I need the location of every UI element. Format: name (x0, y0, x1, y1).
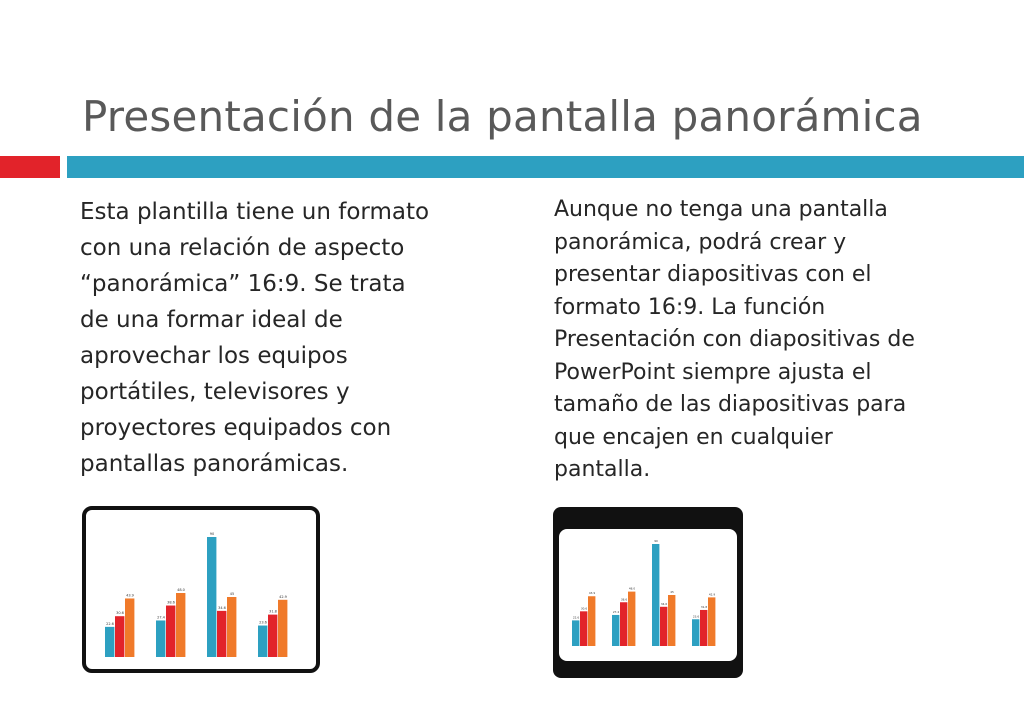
text-line: formato 16:9. La función (554, 294, 826, 320)
bar (207, 537, 216, 657)
data-label: 27.4 (612, 609, 620, 614)
accent-bar-blue (67, 156, 1024, 178)
bar (580, 611, 587, 646)
tablet-screen (559, 529, 737, 661)
data-label: 23.6 (259, 620, 267, 625)
text-line: Aunque no tenga una pantalla (554, 197, 888, 222)
data-label: 90 (209, 532, 215, 536)
bar (105, 627, 114, 657)
text-line: aprovechar los equipos (80, 343, 348, 369)
text-line: presentar diapositivas con el (554, 262, 872, 287)
bar (278, 600, 287, 657)
text-line: de una formar ideal de (80, 307, 343, 333)
data-label: 22.6 (106, 621, 114, 626)
text-line: panorámica, podrá crear y (554, 229, 847, 255)
data-label: 42.9 (279, 594, 287, 599)
bar (217, 611, 226, 657)
data-label: 30.6 (580, 606, 588, 611)
text-line: pantallas panorámicas. (80, 451, 349, 477)
data-label: 31.8 (700, 604, 708, 609)
bar (652, 544, 659, 646)
data-label: 31.8 (269, 609, 277, 614)
bar (268, 615, 277, 657)
data-label: 23.6 (692, 614, 700, 619)
text-line: PowerPoint siempre ajusta el (554, 359, 872, 385)
bar-chart-tablet (559, 529, 737, 661)
bar (668, 595, 675, 646)
data-label: 34.6 (660, 601, 668, 606)
bar (660, 607, 667, 646)
bar (708, 597, 715, 646)
text-line: pantalla. (554, 457, 651, 482)
text-line: Esta plantilla tiene un formato (80, 199, 430, 225)
data-label: 34.6 (218, 605, 226, 610)
bar (115, 616, 124, 657)
bar (166, 606, 175, 657)
bar (258, 626, 267, 657)
bar (620, 602, 627, 646)
data-label: 90 (654, 539, 658, 543)
data-label: 43.9 (588, 591, 596, 596)
bar (612, 615, 619, 646)
bar (227, 597, 236, 657)
bar (572, 620, 579, 646)
laptop-screen-illustration (82, 506, 320, 673)
data-label: 38.6 (620, 597, 628, 602)
data-label: 48.0 (628, 586, 636, 591)
data-label: 43.9 (126, 593, 134, 598)
text-line: Presentación con diapositivas de (554, 327, 915, 352)
bar (628, 592, 635, 646)
text-line: “panorámica” 16:9. Se trata (80, 271, 406, 297)
tablet-illustration (553, 507, 743, 678)
data-label: 38.6 (167, 600, 175, 605)
text-line: con una relación de aspecto (80, 235, 405, 261)
data-label: 42.9 (708, 592, 716, 597)
slide-title: Presentación de la pantalla panorámica (82, 92, 923, 141)
data-label: 45 (229, 592, 235, 596)
bar (692, 619, 699, 646)
bar (700, 610, 707, 646)
data-label: 22.6 (572, 615, 580, 620)
bar (176, 593, 185, 657)
bar (588, 596, 595, 646)
text-line: tamaño de las diapositivas para (554, 392, 907, 417)
data-label: 48.0 (177, 588, 185, 592)
data-label: 30.6 (116, 611, 124, 616)
data-label: 27.4 (157, 615, 165, 620)
data-label: 45 (670, 590, 674, 594)
text-line: portátiles, televisores y (80, 379, 350, 405)
text-line: que encajen en cualquier (554, 424, 833, 450)
left-text-block (80, 194, 500, 482)
bar-chart-laptop (86, 510, 316, 669)
right-text-block (554, 194, 974, 487)
text-line: proyectores equipados con (80, 415, 392, 441)
bar (125, 598, 134, 657)
bar (156, 620, 165, 657)
accent-bar-red (0, 156, 60, 178)
